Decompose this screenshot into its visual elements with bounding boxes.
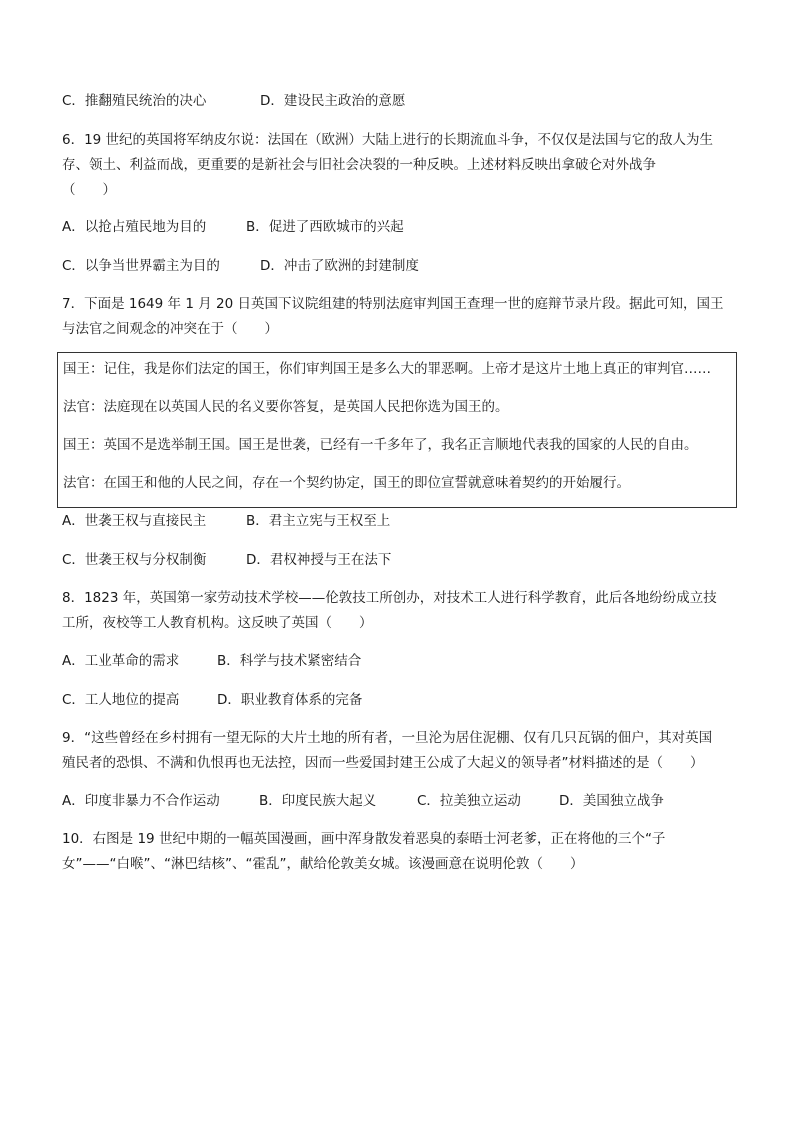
q8-option-c: C．工人地位的提高 [62, 692, 180, 708]
q9-option-c: C．拉美独立运动 [417, 793, 521, 809]
q7-material-box [57, 352, 737, 508]
q6-options-ab [62, 217, 404, 237]
q6-stem-line-1: 6．19 世纪的英国将军纳皮尔说：法国在（欧洲）大陆上进行的长期流血斗争，不仅仅是法国与它的敌人为生 [62, 132, 714, 148]
q5-option-d: D．建设民主政治的意愿 [260, 93, 406, 109]
q9-stem-line-1: 9．“这些曾经在乡村拥有一望无际的大片土地的所有者，一旦沦为居住泥棚、仅有几只瓦锅的佃户，其对英国 [62, 730, 713, 746]
q7-options-ab [62, 511, 390, 531]
q7-option-a: A．世袭王权与直接民主 [62, 513, 207, 529]
q9-stem-line-2: 殖民者的恐惧、不满和仇恨再也无法控，因而一些爱国封建王公成了大起义的领导者”材料描述的是（ ） [62, 755, 704, 771]
q6-options-cd [62, 256, 419, 276]
q10-stem-line-1: 10．右图是 19 世纪中期的一幅英国漫画，画中浑身散发着恶臭的泰晤士河老爹，正在将他的三个“子 [62, 831, 666, 847]
q8-option-a: A．工业革命的需求 [62, 653, 180, 669]
q7-option-d: D．君权神授与王在法下 [246, 552, 392, 568]
q7-option-b: B．君主立宪与王权至上 [246, 513, 391, 529]
q8-options-cd [62, 690, 362, 710]
q9-option-d: D．美国独立战争 [559, 793, 664, 809]
q6-option-b: B．促进了西欧城市的兴起 [246, 219, 404, 235]
q6-option-a: A．以抢占殖民地为目的 [62, 219, 207, 235]
q7-option-c: C．世袭王权与分权制衡 [62, 552, 207, 568]
q7-stem-line-2: 与法官之间观念的冲突在于（ ） [62, 321, 278, 337]
q5-option-c: C．推翻殖民统治的决心 [62, 93, 207, 109]
q6-option-d: D．冲击了欧洲的封建制度 [260, 258, 419, 274]
q7-dialogue-line-3: 国王：英国不是选举制王国。国王是世袭，已经有一千多年了，我名正言顺地代表我的国家的人民的自由。 [63, 437, 698, 453]
q6-option-c: C．以争当世界霸主为目的 [62, 258, 220, 274]
q8-option-b: B．科学与技术紧密结合 [217, 653, 362, 669]
q9-option-a: A．印度非暴力不合作运动 [62, 793, 220, 809]
q10-stem-line-2: 女”——“白喉”、“淋巴结核”、“霍乱”，献给伦敦美女城。该漫画意在说明伦敦（ ） [62, 856, 584, 872]
q7-dialogue-line-2: 法官：法庭现在以英国人民的名义要你答复，是英国人民把你选为国王的。 [63, 399, 509, 415]
q8-stem-line-2: 工所，夜校等工人教育机构。这反映了英国（ ） [62, 615, 373, 631]
q6-stem-line-3: （ ） [62, 182, 116, 198]
q7-options-cd [62, 550, 391, 570]
q5-options-cd [62, 91, 405, 111]
q7-dialogue-line-4: 法官：在国王和他的人民之间，存在一个契约协定，国王的即位宣誓就意味着契约的开始履行。 [63, 475, 630, 491]
q8-options-ab [62, 651, 361, 671]
q7-stem-line-1: 7．下面是 1649 年 1 月 20 日英国下议院组建的特别法庭审判国王查理一世的庭辩节录片段。据此可知，国王 [62, 296, 724, 312]
q9-options [62, 791, 664, 811]
q6-stem-line-2: 存、领土、利益而战，更重要的是新社会与旧社会决裂的一种反映。上述材料反映出拿破仑对外战争 [62, 157, 656, 173]
q9-option-b: B．印度民族大起义 [259, 793, 377, 809]
q8-option-d: D．职业教育体系的完备 [217, 692, 363, 708]
q8-stem-line-1: 8．1823 年，英国第一家劳动技术学校——伦敦技工所创办，对技术工人进行科学教育，此后各地纷纷成立技 [62, 590, 717, 606]
q7-dialogue-line-1: 国王：记住，我是你们法定的国王，你们审判国王是多么大的罪恶啊。上帝才是这片土地上真正的审判官…… [63, 361, 711, 377]
